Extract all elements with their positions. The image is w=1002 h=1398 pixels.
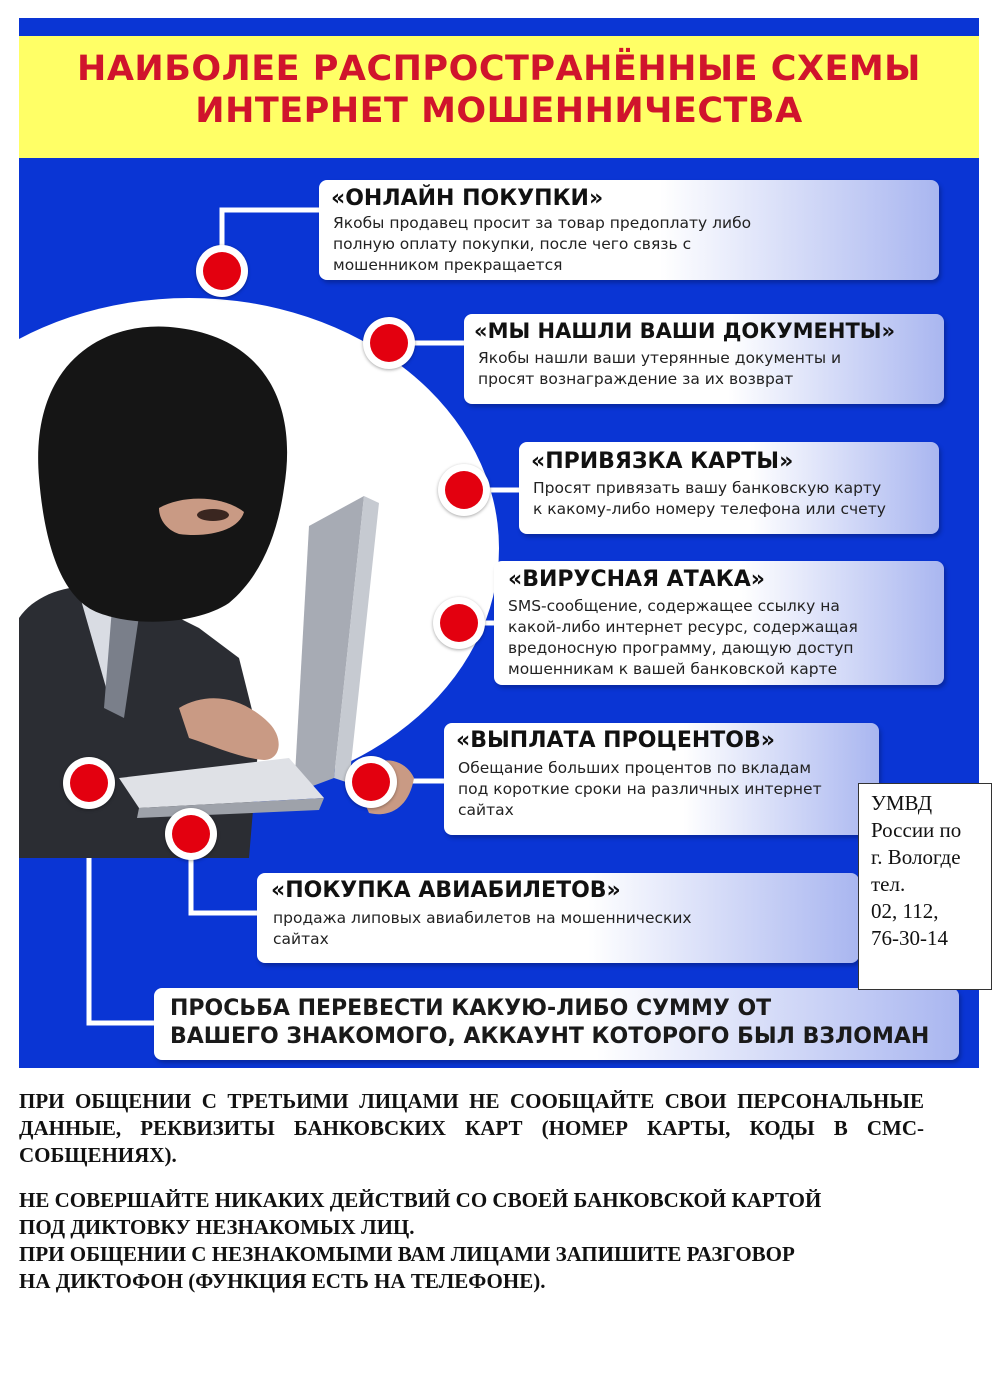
scheme-card-air-tickets [257,873,859,963]
red-dot-icon [433,597,485,649]
poster-title-line: ИНТЕРНЕТ МОШЕННИЧЕСТВА [195,91,803,131]
scheme-description [533,478,886,520]
scheme-card-virus-attack [494,561,944,685]
police-contact-box [858,783,992,990]
contact-line: 76-30-14 [871,926,948,950]
scheme-description-line: под короткие сроки на различных интернет [458,780,822,798]
scheme-description-line: мошенником прекращается [333,256,563,274]
contact-line: тел. [871,872,906,896]
hacked-account-text [170,995,929,1051]
scheme-description-line: Якобы нашли ваши утерянные документы и [478,349,842,367]
scheme-description-line: сайтах [458,801,514,819]
scheme-description [478,348,841,390]
red-dot-icon [63,757,115,809]
contact-line: 02, 112, [871,899,939,923]
scheme-title: «ПОКУПКА АВИАБИЛЕТОВ» [271,878,621,903]
scheme-description [508,596,858,680]
red-dot-icon [363,317,415,369]
scheme-description-line: Обещание больших процентов по вкладам [458,759,812,777]
scheme-description-line: продажа липовых авиабилетов на мошеннических [273,909,692,927]
scheme-title: «ПРИВЯЗКА КАРТЫ» [531,449,794,474]
scheme-description-line: Просят привязать вашу банковскую карту [533,479,882,497]
notice-line: НЕ СОВЕРШАЙТЕ НИКАКИХ ДЕЙСТВИЙ СО СВОЕЙ БАНКОВСКОЙ КАРТОЙ [19,1188,822,1212]
scheme-title: «ВИРУСНАЯ АТАКА» [508,567,765,592]
scheme-description-line: мошенникам к вашей банковской карте [508,660,838,678]
scheme-card-interest-payment [444,723,879,835]
poster-title-line: НАИБОЛЕЕ РАСПРОСТРАНЁННЫЕ СХЕМЫ [77,49,921,89]
fraud-poster [19,18,979,1068]
scheme-description-line: просят вознаграждение за их возврат [478,370,794,388]
notice-line: НА ДИКТОФОН (ФУНКЦИЯ ЕСТЬ НА ТЕЛЕФОНЕ). [19,1269,546,1293]
contact-line: России по [871,818,962,842]
scheme-title: «МЫ НАШЛИ ВАШИ ДОКУМЕНТЫ» [474,319,896,343]
red-dot-icon [438,464,490,516]
scheme-card-card-binding [519,442,939,534]
contact-line: г. Вологде [871,845,961,869]
scheme-card-hacked-account [154,988,959,1060]
scheme-description-line: SMS-сообщение, содержащее ссылку на [508,597,840,615]
red-dot-icon [196,245,248,297]
scheme-card-online-purchases [319,180,939,280]
scheme-title: «ОНЛАЙН ПОКУПКИ» [331,186,604,211]
scheme-description-line: какой-либо интернет ресурс, содержащая [508,618,858,636]
scheme-description [458,758,822,821]
scheme-title: «ВЫПЛАТА ПРОЦЕНТОВ» [456,728,775,753]
scheme-description [333,213,751,276]
contact-line: УМВД [871,791,933,815]
scheme-description-line: сайтах [273,930,329,948]
notice-line: ПРИ ОБЩЕНИИ С НЕЗНАКОМЫМИ ВАМ ЛИЦАМИ ЗАПИШИТЕ РАЗГОВОР [19,1242,795,1266]
red-dot-icon [165,808,217,860]
scheme-description-line: вредоносную программу, дающую доступ [508,639,854,657]
hacked-account-line: ПРОСЬБА ПЕРЕВЕСТИ КАКУЮ-ЛИБО СУММУ ОТ [170,996,772,1021]
scheme-card-found-documents [464,314,944,404]
red-dot-icon [345,756,397,808]
hacked-account-line: ВАШЕГО ЗНАКОМОГО, АККАУНТ КОТОРОГО БЫЛ ВЗЛОМАН [170,1024,930,1049]
notice-line: ПОД ДИКТОВКУ НЕЗНАКОМЫХ ЛИЦ. [19,1215,415,1239]
scheme-description-line: к какому-либо номеру телефона или счету [533,500,886,518]
notice-bank-card [19,1187,924,1295]
scheme-description-line: Якобы продавец просит за товар предоплату либо [333,214,752,232]
notice-personal-data: ПРИ ОБЩЕНИИ С ТРЕТЬИМИ ЛИЦАМИ НЕ СООБЩАЙТЕ СВОИ ПЕРСОНАЛЬНЫЕ ДАННЫЕ, РЕКВИЗИТЫ БАНКОВСКИХ КАРТ (НОМЕР КАРТЫ, КОДЫ В СМС-СОБЩЕНИЯХ). [19,1089,924,1167]
scheme-description-line: полную оплату покупки, после чего связь с [333,235,692,253]
scheme-description [273,908,692,950]
